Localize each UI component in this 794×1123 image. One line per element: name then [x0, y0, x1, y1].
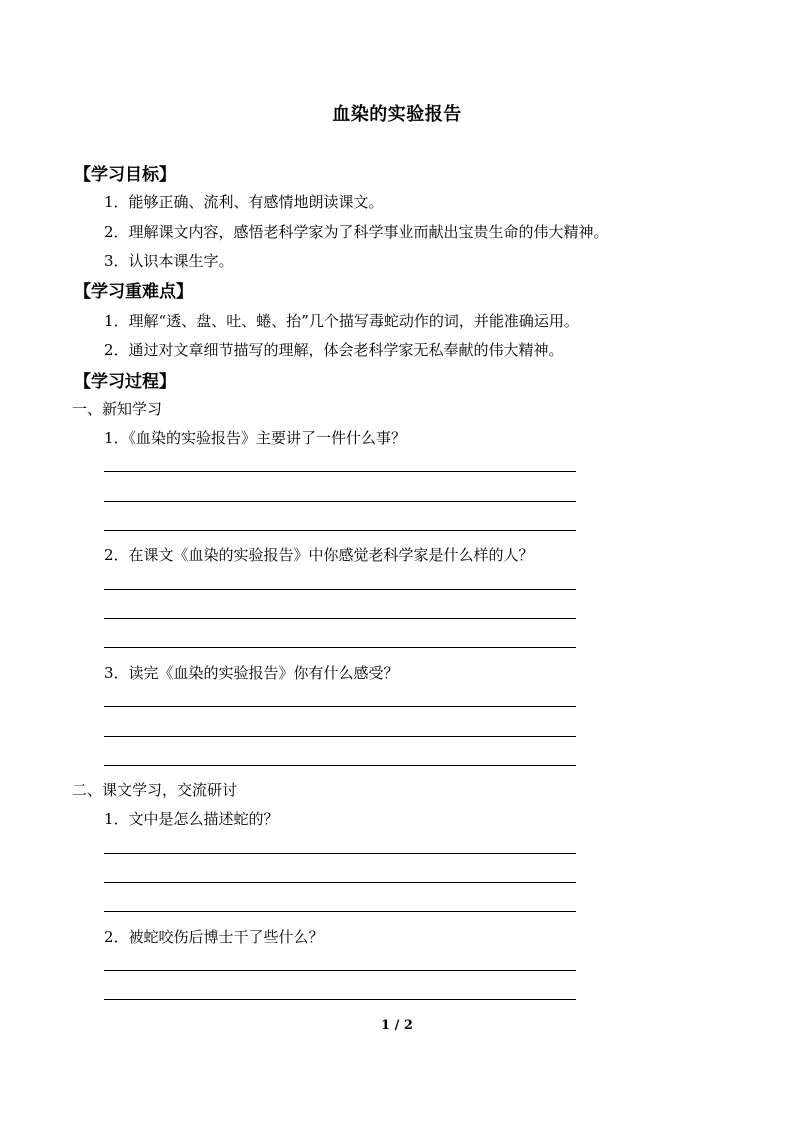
answer-line[interactable]	[104, 706, 576, 707]
answer-line[interactable]	[104, 999, 576, 1000]
answer-line[interactable]	[104, 501, 576, 502]
part1-question-2: 2．在课文《血染的实验报告》中你感觉老科学家是什么样的人？	[104, 546, 534, 564]
answer-line[interactable]	[104, 530, 576, 531]
key-point-item-1: 1．理解“透、盘、吐、蜷、抬”几个描写毒蛇动作的词，并能准确运用。	[104, 312, 579, 330]
part1-title: 一、新知学习	[72, 400, 163, 418]
answer-line[interactable]	[104, 970, 576, 971]
answer-line[interactable]	[104, 589, 576, 590]
answer-line[interactable]	[104, 471, 576, 472]
part2-question-1: 1．文中是怎么描述蛇的？	[104, 810, 279, 828]
answer-line[interactable]	[104, 647, 576, 648]
page-number: 1 / 2	[381, 1018, 413, 1033]
process-heading: 【学习过程】	[74, 372, 176, 392]
answer-line[interactable]	[104, 736, 576, 737]
part1-question-3: 3．读完《血染的实验报告》你有什么感受？	[104, 664, 399, 682]
key-point-item-2: 2．通过对文章细节描写的理解，体会老科学家无私奉献的伟大精神。	[104, 341, 564, 359]
answer-line[interactable]	[104, 618, 576, 619]
goals-heading: 【学习目标】	[74, 165, 176, 185]
answer-line[interactable]	[104, 765, 576, 766]
goal-item-3: 3．认识本课生字。	[104, 252, 234, 270]
answer-line[interactable]	[104, 882, 576, 883]
key-points-heading: 【学习重难点】	[74, 282, 193, 302]
part2-question-2: 2．被蛇咬伤后博士干了些什么？	[104, 928, 324, 946]
part1-question-1: 1．《血染的实验报告》主要讲了一件什么事？	[104, 429, 407, 447]
goal-item-2: 2．理解课文内容，感悟老科学家为了科学事业而献出宝贵生命的伟大精神。	[104, 223, 609, 241]
answer-line[interactable]	[104, 911, 576, 912]
answer-line[interactable]	[104, 853, 576, 854]
goal-item-1: 1．能够正确、流利、有感情地朗读课文。	[104, 193, 384, 211]
part2-title: 二、课文学习，交流研讨	[72, 781, 238, 799]
page-title: 血染的实验报告	[332, 104, 462, 125]
